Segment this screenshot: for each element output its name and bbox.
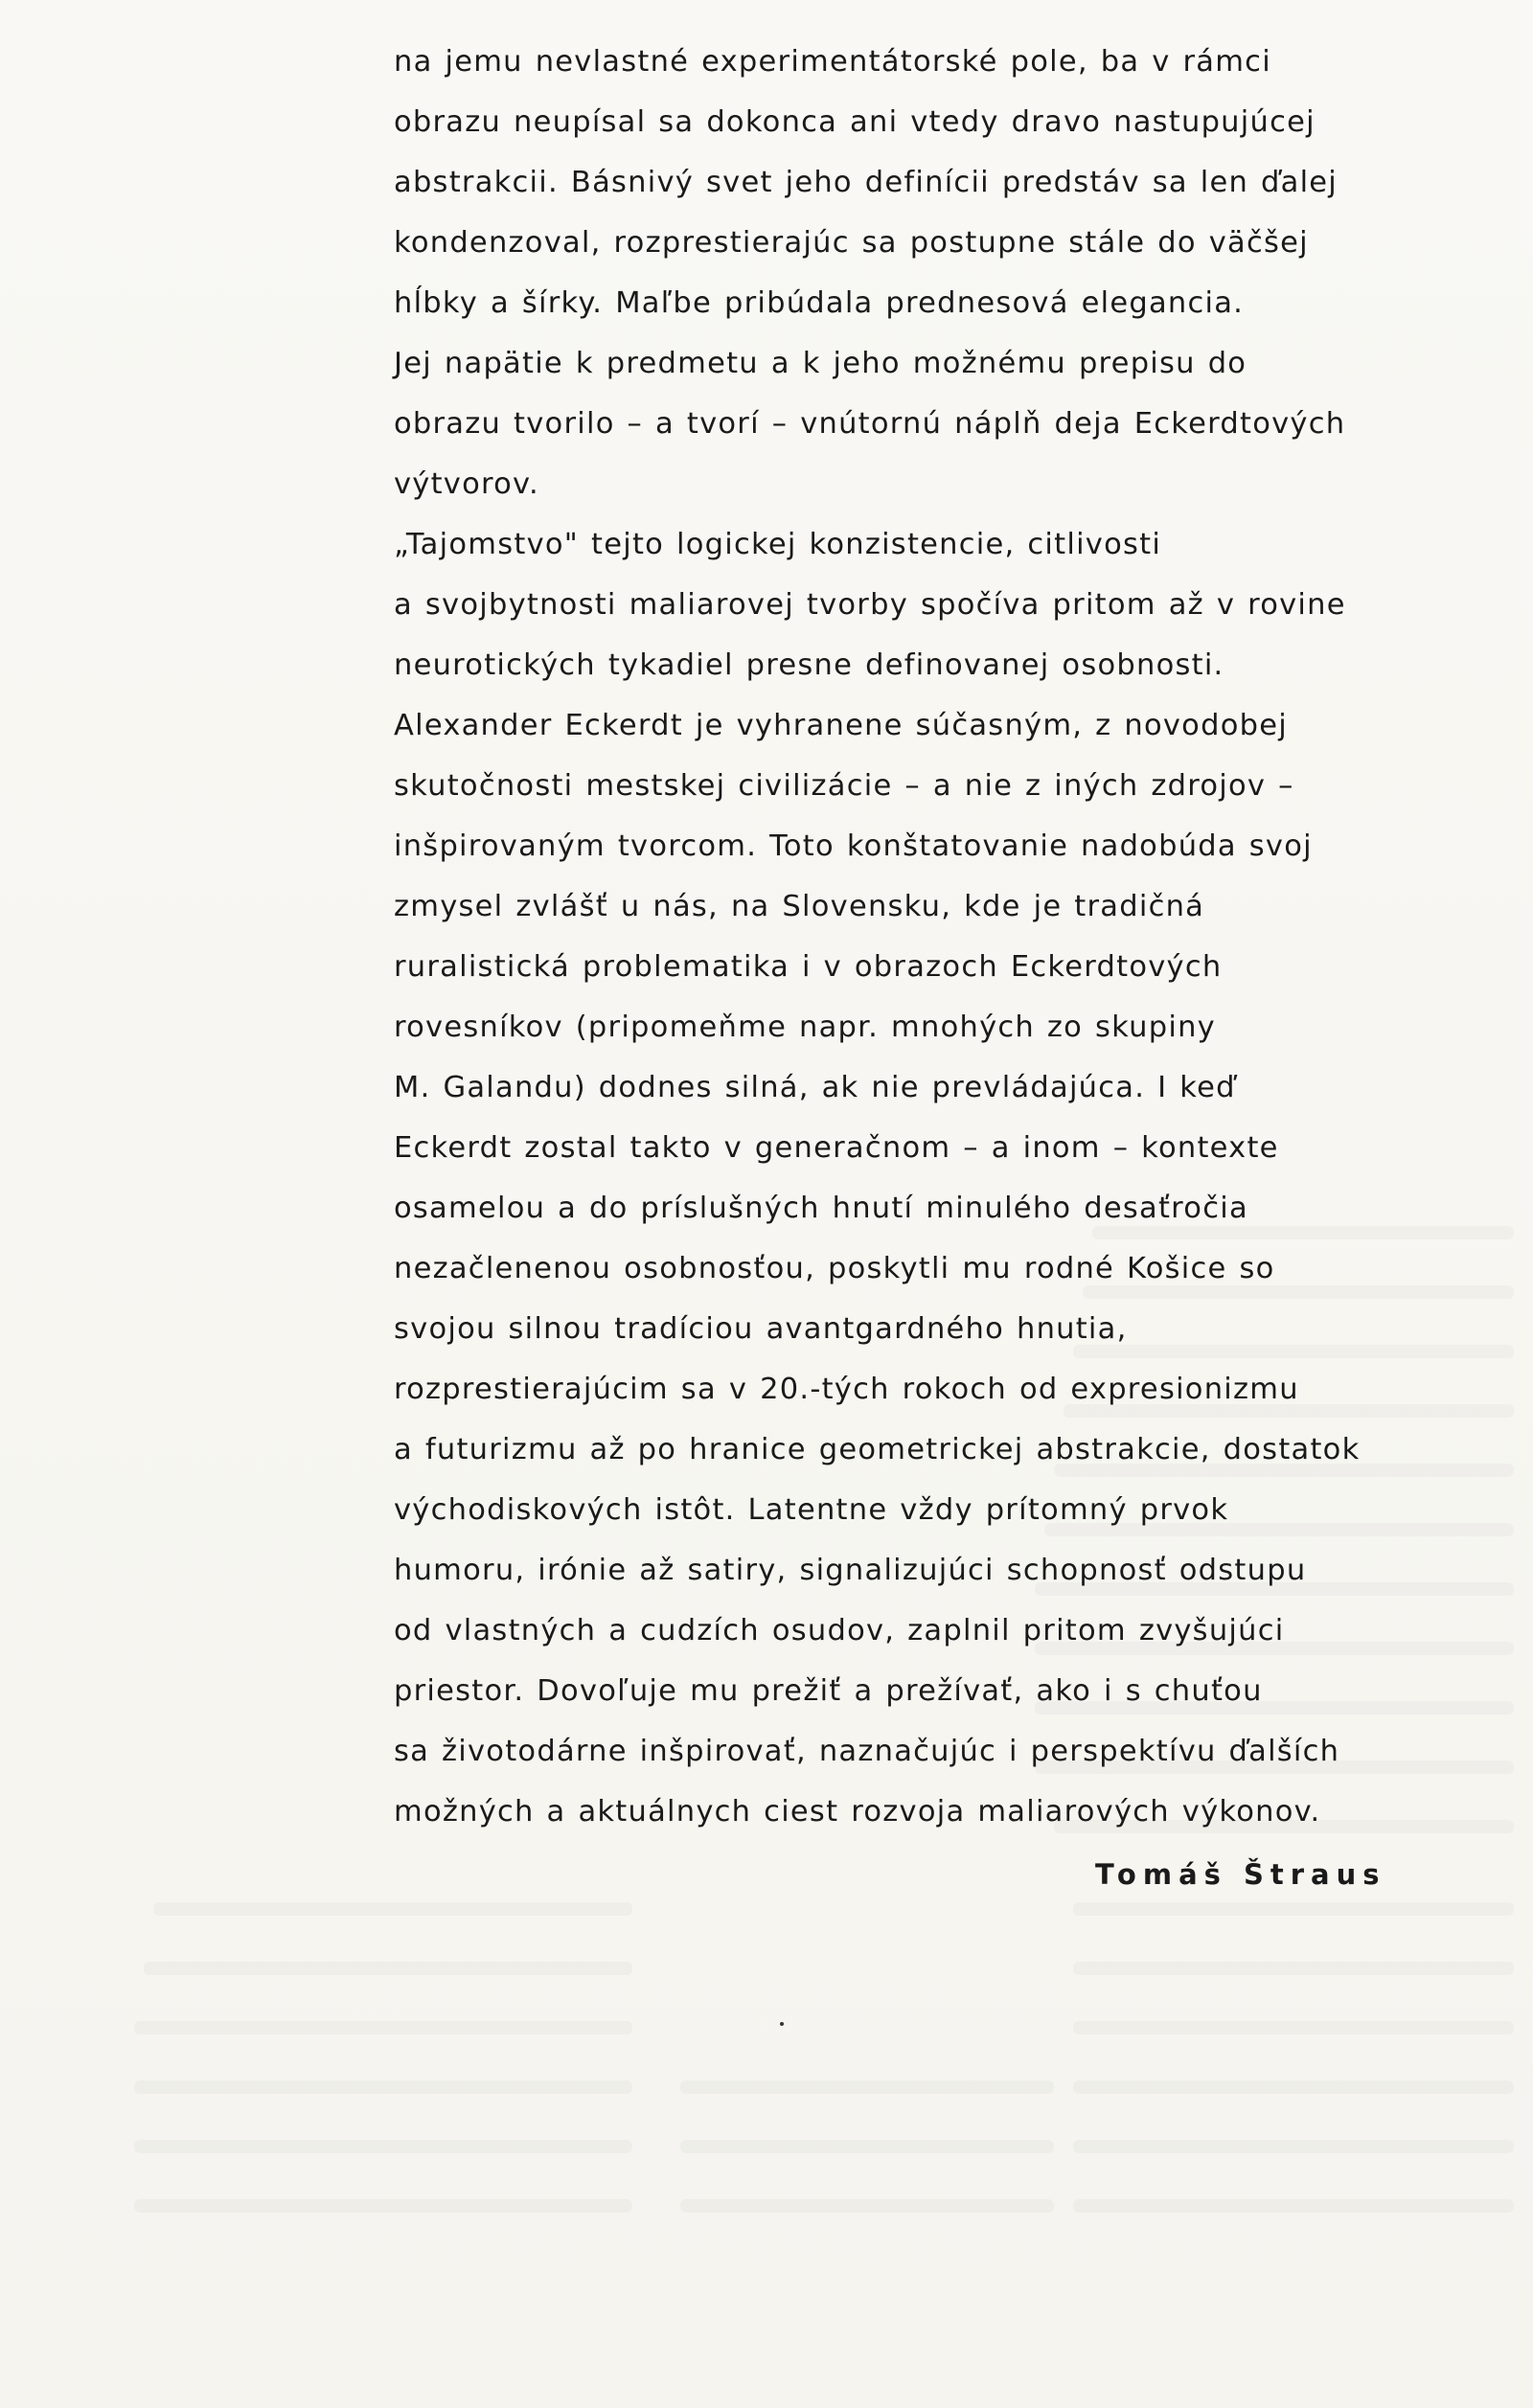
body-line: obrazu tvorilo – a tvorí – vnútornú náplň deja Eckerdtových	[394, 407, 1346, 441]
body-line: svojou silnou tradíciou avantgardného hnutia,	[394, 1312, 1128, 1346]
body-line: humoru, irónie až satiry, signalizujúci schopnosť odstupu	[394, 1554, 1307, 1587]
body-line: abstrakcii. Básnivý svet jeho definícii predstáv sa len ďalej	[394, 166, 1339, 199]
body-line: rozprestierajúcim sa v 20.-tých rokoch od expresionizmu	[394, 1373, 1299, 1406]
body-line: sa životodárne inšpirovať, naznačujúc i perspektívu ďalších	[394, 1735, 1340, 1768]
body-line: výtvorov.	[394, 467, 539, 501]
author-signature: Tomáš Štraus	[1095, 1858, 1386, 1891]
body-line: ruralistická problematika i v obrazoch Eckerdtových	[394, 950, 1223, 984]
body-line: a svojbytnosti maliarovej tvorby spočíva pritom až v rovine	[394, 588, 1346, 622]
body-line: Jej napätie k predmetu a k jeho možnému prepisu do	[394, 347, 1247, 380]
body-line: nezačlenenou osobnosťou, poskytli mu rodné Košice so	[394, 1252, 1275, 1285]
body-line: kondenzoval, rozprestierajúc sa postupne stále do väčšej	[394, 226, 1309, 260]
body-line: „Tajomstvo" tejto logickej konzistencie, citlivosti	[394, 528, 1162, 561]
body-line: zmysel zvlášť u nás, na Slovensku, kde je tradičná	[394, 890, 1205, 923]
stray-dot	[780, 2022, 784, 2026]
body-line: od vlastných a cudzích osudov, zaplnil pritom zvyšujúci	[394, 1614, 1285, 1647]
body-line: a futurizmu až po hranice geometrickej abstrakcie, dostatok	[394, 1433, 1361, 1466]
body-line: Alexander Eckerdt je vyhranene súčasným, z novodobej	[394, 709, 1288, 742]
body-line: priestor. Dovoľuje mu prežiť a prežívať, ako i s chuťou	[394, 1674, 1263, 1708]
body-line: hĺbky a šírky. Maľbe pribúdala prednesová elegancia.	[394, 286, 1245, 320]
body-line: rovesníkov (pripomeňme napr. mnohých zo skupiny	[394, 1011, 1216, 1044]
body-line: možných a aktuálnych ciest rozvoja maliarových výkonov.	[394, 1795, 1321, 1829]
body-line: obrazu neupísal sa dokonca ani vtedy dravo nastupujúcej	[394, 105, 1316, 139]
body-line: neurotických tykadiel presne definovanej osobnosti.	[394, 648, 1224, 682]
body-line: Eckerdt zostal takto v generačnom – a inom – kontexte	[394, 1131, 1279, 1165]
body-line: M. Galandu) dodnes silná, ak nie prevládajúca. I keď	[394, 1071, 1236, 1104]
body-line: inšpirovaným tvorcom. Toto konštatovanie nadobúda svoj	[394, 829, 1313, 863]
body-line: východiskových istôt. Latentne vždy prítomný prvok	[394, 1493, 1229, 1527]
body-line: skutočnosti mestskej civilizácie – a nie z iných zdrojov –	[394, 769, 1294, 803]
body-line: osamelou a do príslušných hnutí minulého desaťročia	[394, 1192, 1248, 1225]
body-line: na jemu nevlastné experimentátorské pole, ba v rámci	[394, 45, 1271, 79]
